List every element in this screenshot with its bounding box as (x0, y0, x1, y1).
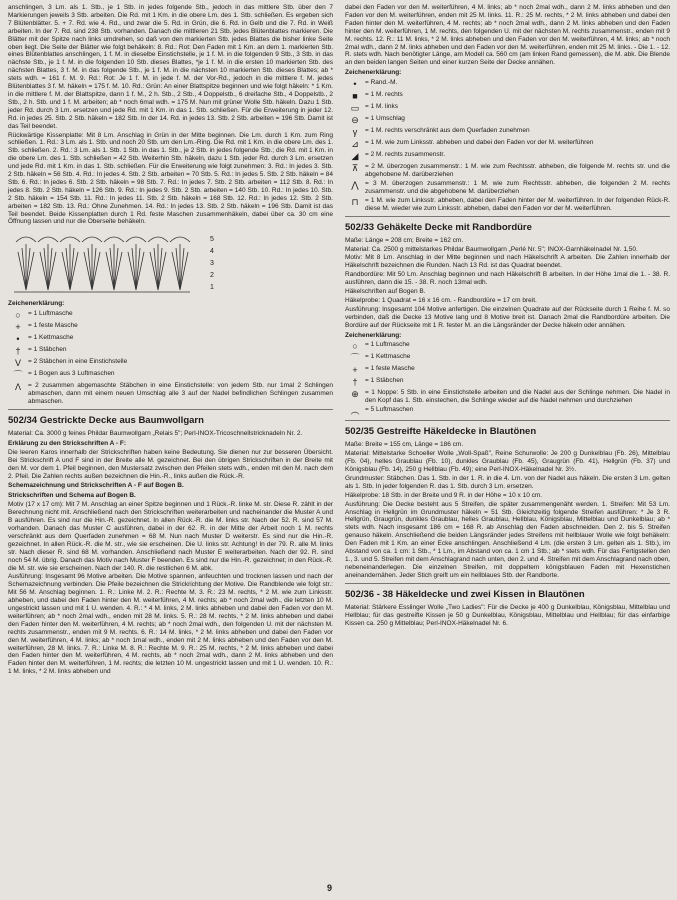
explanation-text: Die leeren Karos innerhalb der Strickschriften haben keine Bedeutung. Sie dienen nur zur besseren Übersicht. Bei Strickschrift A und F sind in der Breite alle M. gezeichnet. Bei den übrigen Strickschriften in der Breite mit den M. vor dem 1. Pfeil beginnen, den Mustersatz zwischen den Pfeilen stets wdh., enden mit den M. nach dem 2. Pfeil. Die Zahlen rechts außen bezeichnen die Hin.-R., links außen die Rück.-R. (8, 448, 333, 480)
stitch-fan (104, 237, 124, 290)
legend-row: † = 1 Stäbchen (345, 377, 670, 388)
crochet-chart-svg (8, 230, 208, 298)
stitch-fan (148, 237, 168, 290)
s2-dimensions: Maße: Länge = 208 cm; Breite = 162 cm. (345, 236, 464, 244)
intro-paragraph-2: Rückwärtige Kissenplatte: Mit 8 Lm. Anschlag in Grün in der Mitte beginnen. Die Lm. durch 1 Km. zum Ring schließen. 1. Rd.: 3 Lm. als 1. Stb. und noch 20 Stb. um den Lm.-Ring. Die Rd. mit 1 Km. in die obere Lm. des 1. Stb. schließen. 2. Rd.: 3 Lm. als 1. Stb. 1 Stb. in das 1. Stb., je 2 Stb. in jedes folgende Stb.; die Rd. mit 1 Km. in die obere Lm. des 1. Stb. schließen = 42 Stb. Weiterhin Stb. häkeln, dazu 1 Stb. jeder Rd. durch 3 Lm. ersetzen und jede Rd. mit 1 Km. in das 1. Stb. schließen. Für die Erweiterung wie folgt zunehmen: 3. Rd.: In jedes 3. Stb. 2 Stb. häkeln = 56 Stb. 4. Rd.: In jedes 4. Stb. 2 Stb. arbeiten = 70 Stb. 5. Rd.: In jedes 5. Stb. 2 Stb. häkeln = 84 Stb. 6. Rd.: In jedes 6. Stb. 2 Stb. häkeln = 98 Stb. 7. Rd.: In jedes 7. Stb. 2 Stb. arbeiten = 112 Stb. 8. Rd.: In jedes 8. Stb. 2 Stb. häkeln = 126 Stb. 9. Rd.: In jedes 9. Stb. 2 Stb. arbeiten = 140 Stb. 10. Rd.: In jedes 10. Stb. 2 Stb. häkeln = 154 Stb. 11. Rd.: In jedes 11. Stb. 2 Stb. häkeln = 168 Stb. 12. Rd.: In jedes 12. Stb. 2 Stb. arbeiten = 182 Stb. 13. Rd.: Ohne Zunehmen. 14. Rd.: In jedes 13. Stb. 2 Stb. häkeln = 196 Stb. Damit ist das Teil beendet. Beide Kissenplatten durch 1 Rd. feste Maschen zusammenhäkeln, dabei über ca. 30 cm eine Öffnung lassen und nur die Oberseite behäkeln. (8, 131, 333, 226)
legend-knitting (345, 79, 670, 212)
subhead-charts: Strickschriften und Schema auf Bogen B. (8, 492, 136, 500)
section-divider (345, 420, 670, 421)
legend-row: ■ = 1 M. rechts (345, 91, 670, 102)
execution-text: Ausführung: Insgesamt 96 Motive arbeiten. Die Motive spannen, anfeuchten und trocknen lassen und nach der Schemazeichnung verbinden. Die Pfeile bezeichnen die Strickrichtung der Motive. Die Randblende wie folgt str.: Mit 56 M. Anschlag beginnen. 1. R.: Linke M. 2. R.: Rechte M. 3. R.: 23 M. rechts, * 2 M. wie zum Linksstr. abheben, und dabei den Faden hinter den M. weiterführen, 4 M. rechts; ab * noch 2mal wdh., die letzten 10 M. ungestrickt lassen und mit 1 U. wenden. 4. R.: * 4 M. links, 2 M. links abheben und dabei den Faden vor den M. weiterführen; ab * noch 2mal wdh., enden mit 28 M. links. 5. R.: 28 M. rechts, * 2 M. links abheben und dabei den Faden hinter den M. weiterführen, 4 M. rechts; ab * noch 2mal wdh., den folgenden U. mit der nächsten M. rechts zusammenstr., enden mit 9 M. rechts. 6. R.: 14 M. links, * 2 M. links abheben und dabei den Faden vor den M. weiterführen, 4 M. links; ab * noch 1mal wdh., enden mit 2 M. links abheben und den Faden vor den M. weiterführen, 28 M. links. 7. R.: Linke M. 8. R.: Rechte M. 9. R.: 25 M. rechts, * 2 M. links abheben und dabei den Faden hinter den M. weiterführen, 4 M. rechts, ab * noch 2mal wdh., dann 2 M. links abheben und den Faden hinter den M. weiterführen, 1 M. rechts; die letzten 10 M. ungestrickt lassen und mit 1 U. wenden. 10. R.: 1 M. links, * 2 M. links abheben und (8, 573, 333, 676)
subhead-schema: Schemazeichnung und Strickschriften A - F auf Bogen B. (8, 482, 184, 490)
s3-dimensions: Maße: Breite = 155 cm, Länge = 186 cm. (345, 441, 464, 449)
legend-row: ⊕ = 1 Noppe: 5 Stb. in eine Einstichstelle arbeiten und die Nadel aus der Schlinge nehmen. Die Nadel in den Kopf das 1. Stb. einstechen, die Schlinge wieder auf die Nadel nehmen und durchziehen (345, 389, 670, 405)
increase-icon: γ (352, 127, 358, 138)
s2-execution: Ausführung: Insgesamt 104 Motive anfertigen. Die einzelnen Quadrate auf der Rückseite durch 1 Reihe f. M. so verbinden, daß die Decke 13 Motive lang und 8 Motive breit ist. Danach 2mal die Randbordüre arbeiten. Die Bordüre auf der Rückseite mit 1 R. fester M. an die Längsränder der Decke häkeln oder annähen. (345, 305, 670, 329)
chain-arch-icon: ︵ (350, 406, 360, 417)
s3-execution: Ausführung: Die Decke besteht aus 5 Streifen, die später zusammengenäht werden. 1. Streifen: Mit 53 Lm. Anschlag in Hellgrün im Grundmuster häkeln = 51 Stb. Gleichzeitig folgende Streifen ausführen: * Je 3 R. Hellgrün, Graugrün, dunkles Graublau, helles Graublau, Hellblau, Königsblau, Mittelblau und Dunkelblau; ab * stets wdh. Nach insgesamt 186 cm = 168 R. ab Anschlag den Faden abschneiden. Den 2. bis 5. Streifen genauso häkeln. Anschließend die beiden Längsränder jedes Streifens mit hellblauer Wolle wie folgt behäkeln: Den Faden mit 1 Km. an einer Ecke anschlingen. Anschließend 4 Lm. (die ersten 3 Lm. gelten als 1. Stb.), im Abstand von ca. 1 cm: 1 Stb., * 1 Lm., im Abstand von ca. 1 cm 1 Stb.; ab * stets wdh. Für das Fertigstellen den 1., 3. und 5. Streifen mit dem Anschlagrand nach unten, den 2. und 4. Streifen mit dem Anschlagrand nach oben, nebeneinanderlegen. Die einzelnen Streifen, mit doppeltem königsblauen Faden mit Hexenstichen aneinandernähen. Jeder Stich greift um ein hellblaues Stb. der Randborte. (345, 500, 670, 579)
double-crochet-icon: † (15, 346, 21, 357)
section-title-502-34: 502/34 Gestrickte Decke aus Baumwollgarn (8, 415, 204, 426)
legend-crochet-2 (345, 341, 670, 417)
legend-row: γ = 1 M. rechts verschränkt aus dem Querfaden zunehmen (345, 127, 670, 138)
sk2p-icon: ⋀ (351, 179, 359, 190)
chain-arch-icon: ⌒ (13, 370, 23, 381)
intro-paragraph-1: anschlingen, 3 Lm. als 1. Stb., je 1 Stb. in jedes folgende Stb., jedoch in das mittlere Stb. über den 7 Markierungen jeweils 3 Stb. arbeiten. Die Rd. mit 1 Km. in die obere Lm. des 1. Stb. schließen. Es ergeben sich 7 Blütenblätter. 5. + 7. Rd. wie 4. Rd., und zwar die 5. Rd. in Grün, die 6. Rd. in Gelb und die 7. Rd. in Weiß arbeiten. In der 7. Rd. sind 238 Stb. vorhanden. Danach die mittleren 21 Stb. jedes Blütenblattes markieren. Die Blätter mit der Spitze nach links umdrehen, so daß von den markierten Stb. jedes Blattes die bisher linke Seite oben liegt. Die Seite der Blätter wie folgt behäkeln: 8. Rd.: Rot: Den Faden mit 1 Km. an dem 1. markierten Stb. eines Blütenblattes anschlingen, 1 f. M. in dieselbe Einstichstelle, je 1 f. M. in die folgenden 9 Stb., 3 Stb. in das nächste Stb., je 1 f. M. in die folgenden 10 Stb. dieses Blattes, *je 1 f. M. in die ersten 10 markierten Stb. des nächsten Blattes, 3 f. M. in das folgende Stb., je 1 f. M. in die nächsten 10 markierten Stb. dieses Blattes; ab * stets wdh. = 161 f. M. 9. Rd.: Rot: Je 1 f. M. in jede f. M. der Vor-Rd., jedoch in die mittlere f. M. jedes Blütenblattes 3 f. M. häkeln = 175 f. M. 10. Rd.: Grün: An einer Blattspitze beginnen und wie folgt häkeln: * 1 Km. in die mittlere f. M. der Blattspitze, dann 1 f. M., 2 h. Stb., 2 Stb., 4 Doppelstb., 6 dreifache Stb., 4 Doppelstb., 2 Stb., 2 h. Stb. und 1 f. M. arbeiten; ab * noch 6mal wdh. = 175 M. Nun mit grüner Wolle Stb. häkeln. Dazu 1 Stb. jeder Rd. durch 3 Lm. ersetzen und jede Rd. mit 1 Km. in das 1. Stb. schließen. Für die Erweiterung in jeder 12. Rd. in jedes 25. Stb. 2 Stb. häkeln = 182 Stb. In der 14. Rd. in jedes 13. Stb. 2 Stb. arbeiten = 196 Stb. Damit ist das Teil beendet. (8, 4, 333, 130)
row-label: 3 (210, 260, 214, 268)
diagram-row-labels (210, 234, 214, 294)
row-label: 4 (210, 248, 214, 256)
legend-row: ⊼ = 2 M. überzogen zusammenstr.: 1 M. wie zum Rechtsstr. abheben, die folgende M. rechts str. und die abgehobene M. darüberziehen (345, 163, 670, 179)
v-stitch-icon: V (14, 358, 21, 369)
single-crochet-icon: + (352, 365, 358, 376)
legend-title: Zeichenerklärung: (8, 300, 65, 308)
s3-pattern: Grundmuster: Stäbchen. Das 1. Stb. in der 1. R. in die 4. Lm. von der Nadel aus häkeln. Die ersten 3 Lm. gelten als 1. Stb. In jeder folgenden R. das 1. Stb. durch 3 Lm. ersetzen. (345, 474, 670, 490)
s3-gauge: Häkelprobe: 18 Stb. in der Breite und 9 R. in der Höhe = 10 x 10 cm. (345, 491, 543, 499)
stitch-fan (16, 237, 36, 290)
legend-row: V = 2 Stäbchen in eine Einstichstelle (8, 358, 333, 369)
legend-row: ⋀ = 3 M. überzogen zusammenstr.: 1 M. wie zum Rechtsstr. abheben, die folgenden 2 M. rechts zusammenstr. und die abgehobene M. darüberziehen (345, 180, 670, 196)
s4-material: Material: Stärkere Esslinger Wolle „Two Ladies": Für die Decke je 400 g Dunkelblau, Königsblau, Mittelblau und Hellblau; für das gestreifte Kissen je 50 g Dunkelblau, Königsblau, Mittelblau und Hellblau; für das einfarbige Kissen ca. 250 g Mittelblau; Perl-INOX-Häkelnadel Nr. 6. (345, 603, 670, 627)
legend-row: ︵ = 5 Luftmaschen (345, 406, 670, 417)
legend-title: Zeichenerklärung: (345, 69, 402, 77)
slip-front-icon: ⊿ (351, 139, 359, 150)
s2-gauge: Häkelprobe: 1 Quadrat = 16 x 16 cm. - Randbordüre = 17 cm breit. (345, 296, 537, 304)
continuation-text: dabei den Faden vor den M. weiterführen, 4 M. links; ab * noch 2mal wdh., dann 2 M. links abheben und den Faden vor den M. weiterführen, enden mit 25 M. links. 11. R.: 25 M. rechts, * 2 M. links abheben und dabei den Faden hinter den M. weiterführen, 4 M. rechts; ab * noch 2mal wdh., dann 2 M. links abheben und den Faden hinter den M. weiterführen, 1 M. rechts, den folgenden U. mit der nächsten M. rechts zusammenstr., enden mit 9 M. rechts. 12. R.: 11 M. links, * 2 M. links abheben und den Faden vor den M. weiterführen, 4 M. links; ab * noch 2mal wdh., dann 2 M. links abheben und den Faden vor den M. weiterführen, enden mit 25 M. links. - Die 1. - 12. R. stets wdh. Nach benötigter Länge, am Modell ca. 560 cm (am linken Rand gemessen), die M. abk. Die Blende an den beiden langen Seiten und einer kurzen Seite der Decke annähen. (345, 4, 670, 67)
chain-stitch-icon: ○ (15, 310, 21, 321)
chain-stitch-icon: ○ (352, 341, 358, 352)
legend-row: † = 1 Stäbchen (8, 346, 333, 357)
material-text: Material: Ca. 3000 g feines Phildar Baumwollgarn „Relais 5"; Perl-INOX-Tricoschnellstricknadeln Nr. 2. (8, 430, 303, 437)
legend-crochet (8, 310, 333, 406)
row-label: 5 (210, 236, 214, 244)
s2-motif: Motiv: Mit 8 Lm. Anschlag in der Mitte beginnen und nach Häkelschrift A arbeiten. Die Zahlen innerhalb der Häkelschrift bezeichnen die Runden. Nach 13 Rd. ist das Quadrat beendet. (345, 254, 670, 270)
skp-icon: ⊼ (351, 163, 359, 174)
popcorn-icon: ⊕ (351, 389, 359, 400)
right-column (345, 4, 670, 628)
row-label: 2 (210, 272, 214, 280)
edge-stitch-icon: • (353, 79, 357, 90)
legend-row: ⊖ = 1 Umschlag (345, 115, 670, 126)
subhead-explanation: Erklärung zu den Strickschriften A - F: (8, 439, 126, 447)
legend-row: ○ = 1 Luftmasche (345, 341, 670, 352)
section-title-502-36: 502/36 - 38 Häkeldecke und zwei Kissen in Blautönen (345, 588, 585, 600)
section-divider (8, 409, 333, 410)
legend-row: + = 1 feste Masche (345, 365, 670, 376)
section-divider (345, 216, 670, 217)
slip-stitch-icon: • (16, 334, 20, 345)
legend-row: • = 1 Kettmasche (8, 334, 333, 345)
legend-title: Zeichenerklärung: (345, 331, 402, 339)
legend-row: ▭ = 1 M. links (345, 103, 670, 114)
row-label: 1 (210, 284, 214, 292)
motif-text: Motiv (17 x 17 cm): Mit 7 M. Anschlag an einer Spitze beginnen und 1 Rück.-R. linke M. str. Diese R. zählt in der Berechnung nicht mit. Anschließend nach den Strickschriften weiterarbeiten und nacheinander die Muster A und B ausführen. Es sind nur die Hin.-R. gezeichnet. In allen Rück.-R. die M. links str. Nach der 52. R. sind 57 M. vorhanden. Danach das Muster C ausführen, dabei in der 62. R. in der Mitte der Arbeit noch 1 M. rechts verschränkt aus dem Querfaden zunehmen = 68 M. Nun nach Muster D weiterstr. Es sind nur die Hin.-R. gezeichnet. In allen Rück.-R. die M. str., wie sie erscheinen. Die U. links str. Achtung! In der 79. R. alle M. links str. Nach dieser R. sind 68 M. vorhanden. Anschließend nach Muster E weiterarbeiten. Nach der 92. R. sind noch 54 M. übrig. Danach das Motiv nach Muster F beenden. Es sind nur die Hin.-R. gezeichnet; in den Rück.-R. die M. str. wie sie erscheinen. Nach der 140. R. die restlichen 6 M. abk. (8, 501, 333, 572)
s3-material: Material: Mittelstarke Schoeller Wolle „Woll-Spaß", Reine Schurwolle: Je 200 g Dunkelblau (Fb. 26), Mittelblau (Fb. 04), helles Graublau (Fb. 10), dunkles Graublau (Fb. 45), Graugrün (Fb. 41), Hellgrün (Fb. 37) und Königsblau (Fb. 14), 250 g Hellblau (Fb. 49); eine Perl-INOX-Häkelnadel Nr. 3½. (345, 450, 670, 473)
yarn-over-icon: ⊖ (351, 115, 359, 126)
stitch-fan (170, 237, 190, 290)
section-divider (345, 583, 670, 584)
legend-row: ⊿ = 1 M. wie zum Linksstr. abheben und dabei den Faden vor der M. weiterführen (345, 139, 670, 150)
section-title-502-33: 502/33 Gehäkelte Decke mit Randbordüre (345, 221, 532, 233)
s2-border: Randbordüre: Mit 50 Lm. Anschlag beginnen und nach Häkelschrift B arbeiten. In der Höhe 1mal die 1. - 38. R. ausführen, dann die 15. - 38. R. noch 13mal wdh. (345, 271, 670, 287)
slip-stitch-icon: ⌒ (350, 353, 360, 364)
s2-charts-note: Häkelschriften auf Bogen B. (345, 288, 426, 296)
stitch-fan (38, 237, 58, 290)
double-crochet-icon: † (352, 377, 358, 388)
knit-stitch-icon: ■ (352, 91, 358, 102)
crochet-diagram (8, 230, 333, 298)
left-column (8, 4, 333, 677)
page-number: 9 (327, 883, 333, 893)
legend-row: Λ = 2 zusammen abgemaschte Stäbchen in eine Einstichstelle: von jedem Stb. nur 1mal 2 Schlingen abmaschen, dann mit einem neuen Umschlag alle 3 auf der Nadel befindlichen Schlingen zusammen abmaschen. (8, 382, 333, 406)
legend-row: ⊓ = 1 M. wie zum Linksstr. abheben, dabei den Faden hinter der M. weiterführen. In der folgenden Rück-R. diese M. wieder wie zum Linksstr. abheben, dabei den Faden vor der M. weiterführen. (345, 197, 670, 213)
legend-row: ◢ = 2 M. rechts zusammenstr. (345, 151, 670, 162)
s2-material: Material: Ca. 2500 g mittelstarkes Phildar Baumwollgarn „Perlé Nr. 5"; INOX-Garnhäkelnadel Nr. 1,50. (345, 245, 638, 253)
purl-stitch-icon: ▭ (350, 103, 360, 114)
single-crochet-icon: + (15, 322, 21, 333)
legend-row: ○ = 1 Luftmasche (8, 310, 333, 321)
section-title-502-35: 502/35 Gestreifte Häkeldecke in Blautönen (345, 426, 537, 438)
k2tog-icon: ◢ (351, 151, 359, 162)
decrease-icon: Λ (14, 382, 21, 393)
legend-row: + = 1 feste Masche (8, 322, 333, 333)
stitch-fan (60, 237, 80, 290)
stitch-fan (82, 237, 102, 290)
legend-row: ⌒ = 1 Kettmasche (345, 353, 670, 364)
slip-back-icon: ⊓ (351, 196, 359, 207)
stitch-fan (126, 237, 146, 290)
legend-row: • = Rand.-M. (345, 79, 670, 90)
legend-row: ⌒ = 1 Bogen aus 3 Luftmaschen (8, 370, 333, 381)
